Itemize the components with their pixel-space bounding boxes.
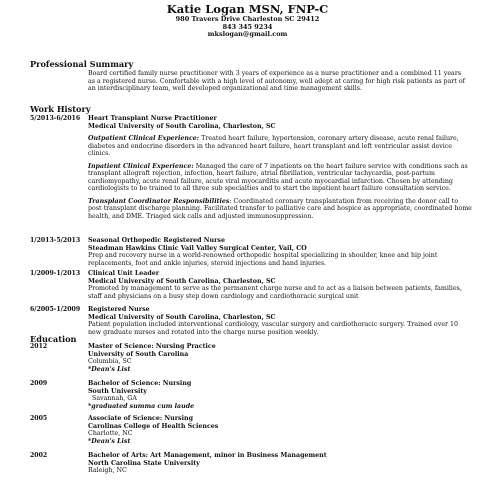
edu-honor: *Dean's List (88, 365, 131, 373)
edu-entry (88, 415, 473, 445)
job-paragraph (88, 163, 473, 193)
edu-school: North Carolina State University (88, 459, 200, 467)
para-text: : Coordinated coronary transplantation from receiving the donor call to post transplant discharge planning. Facilitated transfer to palliative care and hospice as appropriate, coordinated home health, and DME. Triaged sick calls and adjusted immunosuppression. (88, 197, 472, 220)
edu-degree: Bachelor of Science: Nursing (88, 380, 192, 387)
edu-location: Columbia, SC (88, 358, 132, 365)
email: mkslogan@gmail.com (207, 30, 288, 39)
job-title: Clinical Unit Leader (88, 270, 160, 277)
edu-year: 2002 (30, 452, 48, 459)
job-title: Heart Transplant Nurse Practitioner (88, 115, 217, 122)
para-label: Inpatient Clinical Experience: (88, 162, 194, 170)
job-entry (88, 115, 473, 220)
edu-year: 2012 (30, 343, 48, 350)
edu-entry (88, 343, 473, 373)
edu-location: Savannah, GA (92, 395, 137, 402)
address: 980 Travers Drive Charleston SC 29412 (175, 15, 320, 23)
edu-degree: Associate of Science: Nursing (88, 415, 193, 422)
phone: 843 345 9234 (222, 22, 273, 31)
job-description: Prep and recovery nurse in a world-renowned orthopedic hospital specializing in shoulder, knee and hip joint replacements, foot and ankle injuries, steroid injections and hand injuries. (88, 252, 438, 267)
summary-text: Board certified family nurse practitioner with 3 years of experience as a nurse practitioner and a combined 11 years as a registered nurse. Comfortable with a high level of autonomy, well adept at caring for high risk patients as part of an interdisciplinary team, well developed organizational and time management skills. (88, 70, 465, 92)
edu-year: 2005 (30, 415, 48, 422)
job-employer: Medical University of South Carolina, Charleston, SC (88, 122, 276, 130)
edu-entry (88, 380, 473, 410)
job-entry (88, 237, 473, 267)
job-entry (88, 306, 473, 336)
edu-entry (88, 452, 473, 475)
candidate-name: Katie Logan MSN, FNP-C (166, 2, 329, 16)
edu-school: University of South Carolina (88, 350, 189, 358)
edu-location: Raleigh, NC (88, 467, 127, 474)
edu-honor: *Dean's List (88, 437, 131, 445)
edu-school: Carolinas College of Health Sciences (88, 422, 219, 430)
para-label: Transplant Coordinator Responsibilities (88, 197, 230, 205)
edu-degree: Bachelor of Arts: Art Management, minor in Business Management (88, 452, 327, 459)
work-history-heading: Work History (30, 104, 91, 114)
edu-degree: Master of Science: Nursing Practice (88, 343, 216, 350)
edu-year: 2009 (30, 380, 48, 387)
job-employer: Medical University of South Carolina, Charleston, SC (88, 313, 276, 321)
edu-honor: *graduated summa cum laude (88, 402, 195, 410)
job-dates: 1/2013-5/2013 (30, 237, 81, 244)
job-paragraph (88, 135, 473, 158)
job-paragraph (88, 198, 473, 221)
job-title: Seasonal Orthopedic Registered Nurse (88, 237, 225, 244)
para-text: Treated heart failure, hypertension, coronary artery disease, acute renal failure, diabetes and endocrine disorders in the advanced heart failure, heart transplant and left ventricular assist device clinics. (88, 135, 459, 157)
resume-header (0, 0, 495, 39)
job-description: Promoted by management to serve as the permanent charge nurse and to act as a liaison between patients, families, staff and physicians on a busy step down cardiology and cardiothoracic surgical unit (88, 285, 462, 300)
job-dates: 5/2013-6/2016 (30, 115, 81, 122)
para-label: Outpatient Clinical Experience: (88, 135, 200, 142)
job-employer: Medical University of South Carolina, Charleston, SC (88, 277, 276, 285)
job-title: Registered Nurse (88, 306, 150, 313)
job-dates: 1/2009-1/2013 (30, 270, 81, 277)
education-heading: Education (30, 334, 77, 344)
summary-heading: Professional Summary (30, 59, 134, 69)
job-entry (88, 270, 473, 300)
job-description: Patient population included interventional cardiology, vascular surgery and cardiothoracic surgery. Trained over 10 new graduate nurses and rotated into the charge nurse position weekly. (88, 321, 458, 336)
para-text: Managed the care of 7 inpatients on the heart failure service with conditions such as transplant allograft rejection, infection, heart failure, atrial fibrillation, ventricular tachycardia, post-partum cardiomyopathy, acute renal failure, acute viral myocarditis and acute myocardial infarction. Chosen by attending cardiologists to be trained to all three sub specialties and to start the inpatient heart failure consultation service. (88, 162, 468, 192)
job-dates: 6/2005-1/2009 (30, 306, 81, 313)
edu-school: South University (88, 387, 147, 395)
edu-location: Charlotte, NC (88, 430, 133, 437)
job-employer: Steadman Hawkins Clinic Vail Valley Surgical Center, Vail, CO (88, 244, 307, 252)
